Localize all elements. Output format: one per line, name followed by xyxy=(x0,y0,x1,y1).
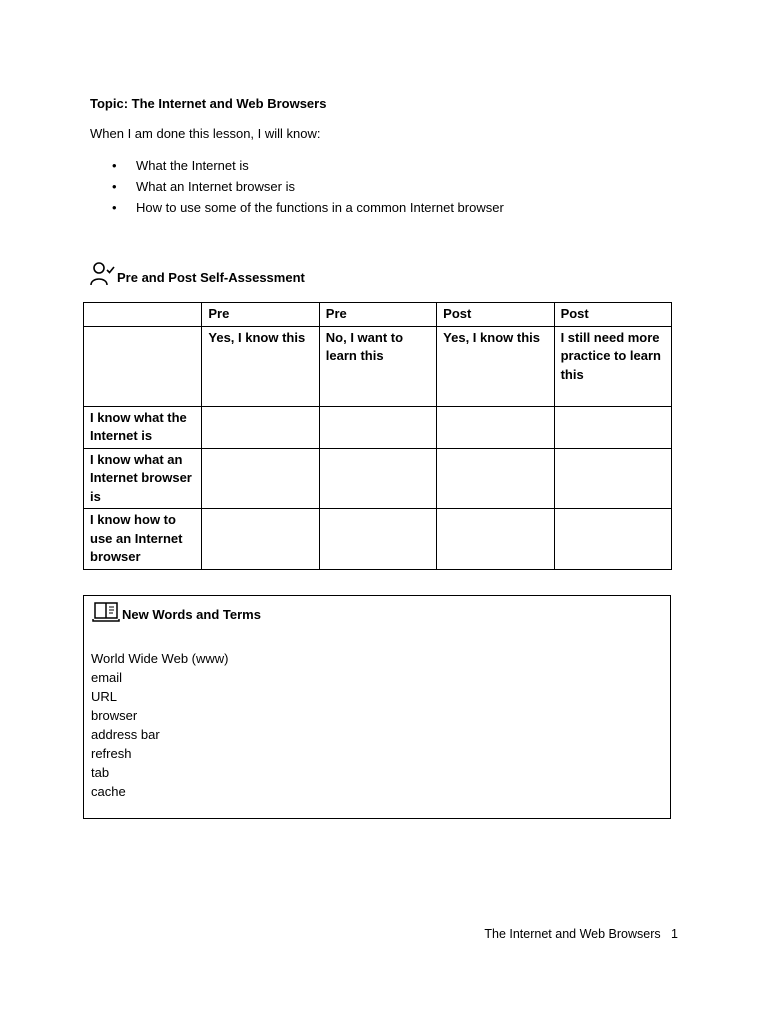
new-words-box xyxy=(83,595,671,819)
column-subheader: I still need more practice to learn this xyxy=(554,326,671,406)
self-assessment-heading xyxy=(89,260,305,286)
section-title: New Words and Terms xyxy=(122,607,261,622)
table-row xyxy=(84,303,672,327)
list-item: browser xyxy=(91,708,138,723)
bullet: • xyxy=(112,158,117,173)
row-header: I know how to use an Internet browser xyxy=(84,509,202,570)
table-row xyxy=(84,406,672,448)
response-cell[interactable] xyxy=(202,509,319,570)
list-item xyxy=(90,199,504,220)
response-cell[interactable] xyxy=(437,509,554,570)
new-words-heading xyxy=(92,601,261,623)
table-cell xyxy=(84,303,202,327)
column-subheader: No, I want to learn this xyxy=(319,326,436,406)
response-cell[interactable] xyxy=(554,448,671,509)
goal-text: What an Internet browser is xyxy=(136,179,295,194)
response-cell[interactable] xyxy=(202,448,319,509)
table-row xyxy=(84,509,672,570)
page-footer: The Internet and Web Browsers 1 xyxy=(484,927,678,941)
intro-text: When I am done this lesson, I will know: xyxy=(90,126,321,141)
row-header: I know what the Internet is xyxy=(84,406,202,448)
terms-list xyxy=(91,649,228,801)
goal-text: What the Internet is xyxy=(136,158,249,173)
bullet: • xyxy=(112,200,117,215)
list-item: refresh xyxy=(91,746,132,761)
column-header: Pre xyxy=(319,303,436,327)
table-row xyxy=(84,326,672,406)
list-item: cache xyxy=(91,784,126,799)
response-cell[interactable] xyxy=(437,448,554,509)
list-item: World Wide Web (www) xyxy=(91,651,229,666)
book-icon xyxy=(92,601,120,623)
response-cell[interactable] xyxy=(554,406,671,448)
list-item: email xyxy=(91,670,123,685)
person-check-icon xyxy=(89,260,115,286)
column-subheader: Yes, I know this xyxy=(202,326,319,406)
response-cell[interactable] xyxy=(319,448,436,509)
learning-goals-list xyxy=(90,157,504,220)
section-title: Pre and Post Self-Assessment xyxy=(117,270,305,285)
response-cell[interactable] xyxy=(319,509,436,570)
self-assessment-table xyxy=(83,302,672,570)
list-item: URL xyxy=(91,689,118,704)
column-header: Post xyxy=(437,303,554,327)
bullet: • xyxy=(112,179,117,194)
row-header: I know what an Internet browser is xyxy=(84,448,202,509)
goal-text: How to use some of the functions in a common Internet browser xyxy=(136,200,504,215)
column-header: Pre xyxy=(202,303,319,327)
table-cell xyxy=(84,326,202,406)
column-subheader: Yes, I know this xyxy=(437,326,554,406)
response-cell[interactable] xyxy=(319,406,436,448)
table-row xyxy=(84,448,672,509)
response-cell[interactable] xyxy=(202,406,319,448)
list-item xyxy=(90,157,504,178)
column-header: Post xyxy=(554,303,671,327)
page-title: Topic: The Internet and Web Browsers xyxy=(90,96,327,111)
response-cell[interactable] xyxy=(437,406,554,448)
list-item xyxy=(90,178,504,199)
list-item: address bar xyxy=(91,727,160,742)
list-item: tab xyxy=(91,765,110,780)
response-cell[interactable] xyxy=(554,509,671,570)
